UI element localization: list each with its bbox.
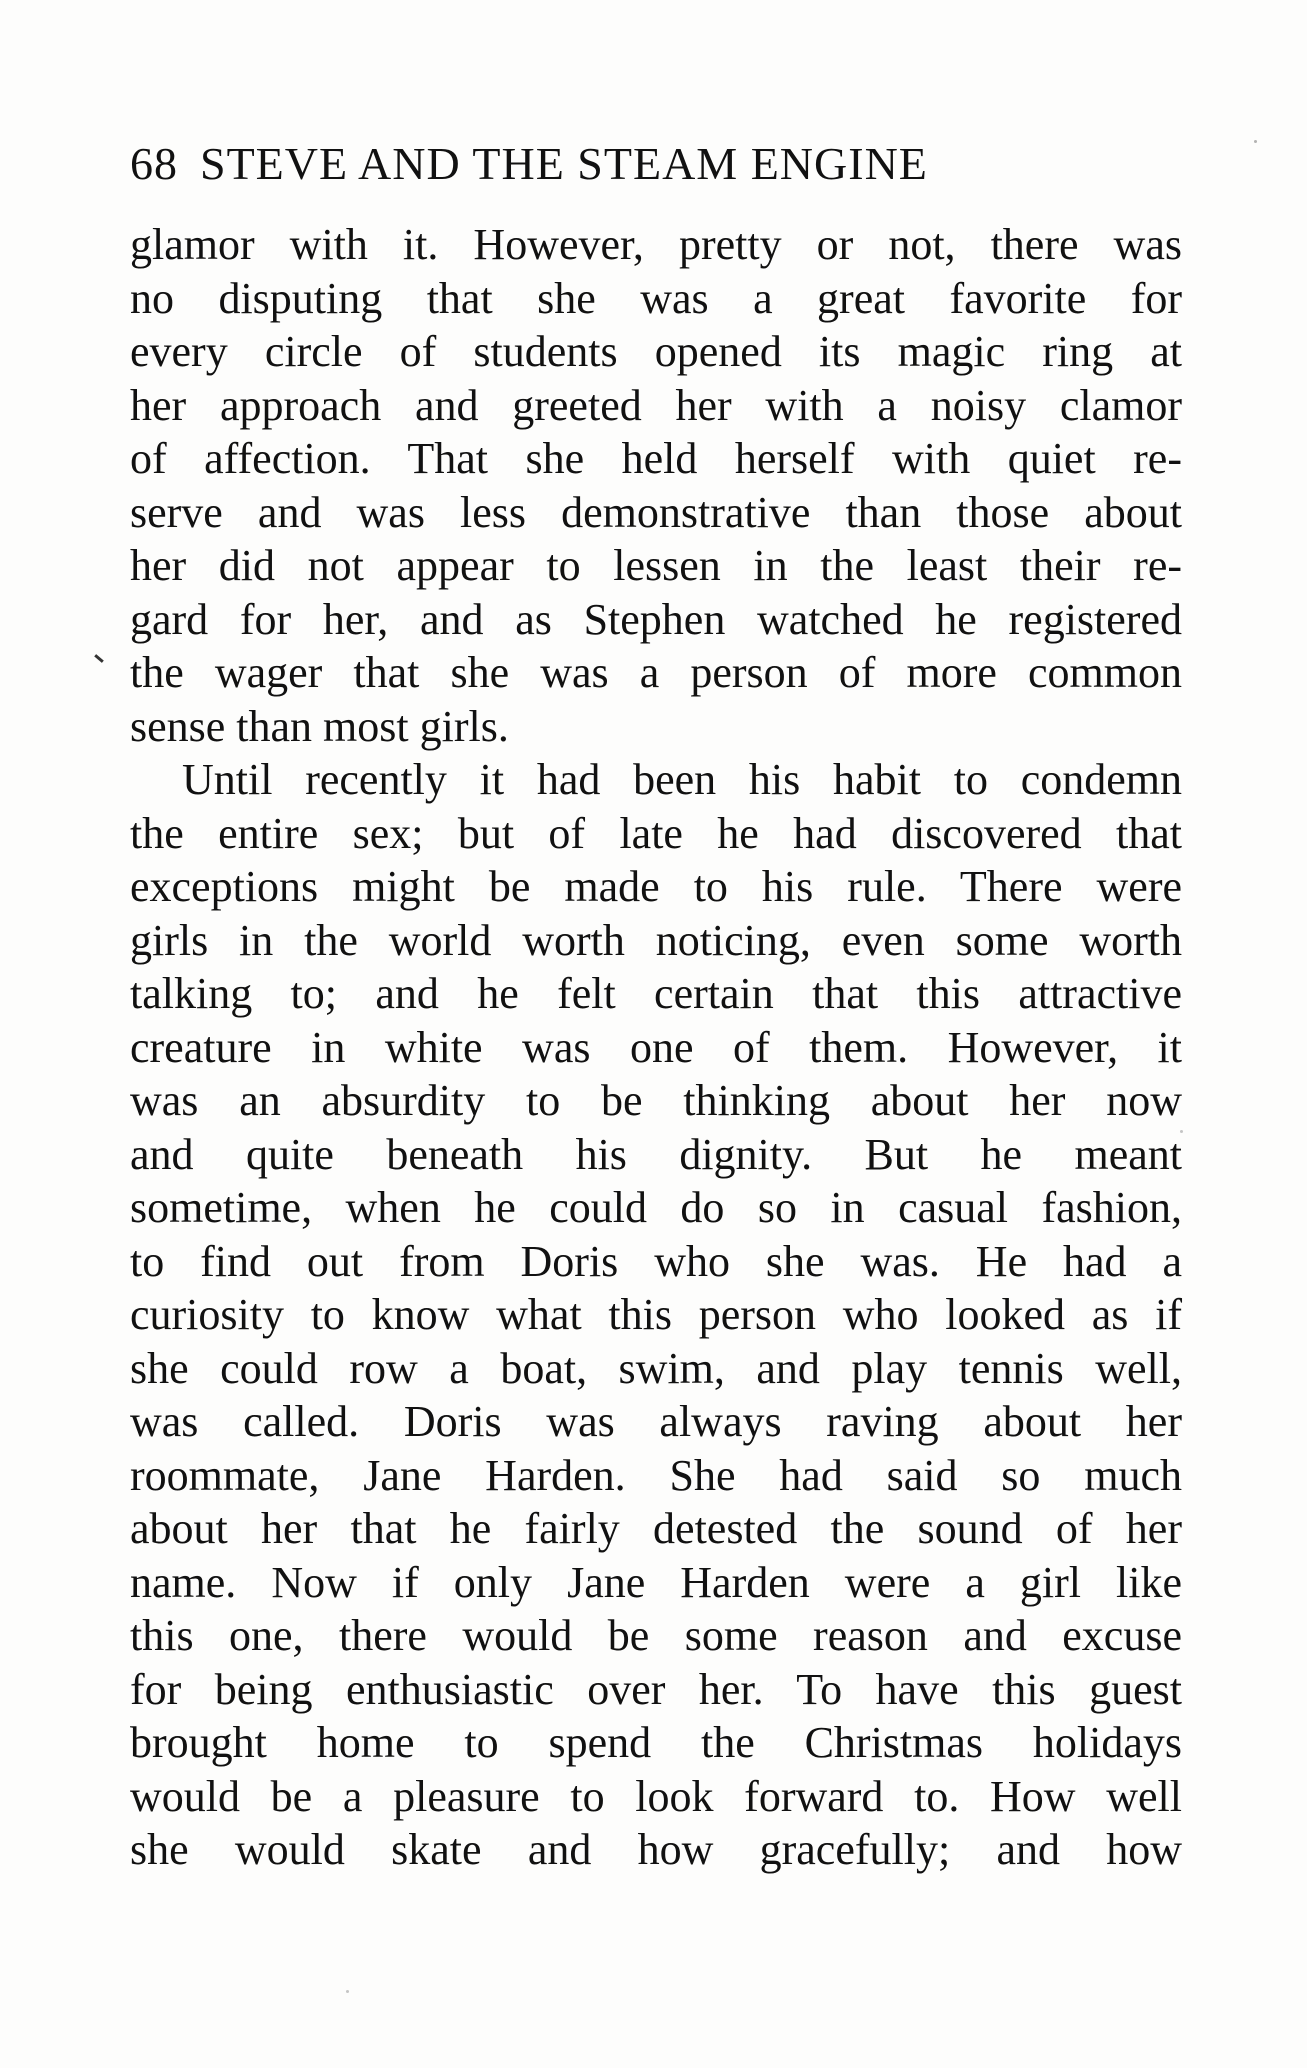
text-line: for being enthusiastic over her. To have this guest — [130, 1664, 1182, 1714]
text-line: and quite beneath his dignity. But he meant — [130, 1129, 1182, 1179]
text-line: her approach and greeted her with a noisy clamor — [130, 380, 1182, 430]
text-line: glamor with it. However, pretty or not, there was — [130, 220, 1182, 269]
text-line: serve and was less demonstrative than those about — [130, 487, 1182, 537]
text-line: the wager that she was a person of more common — [130, 648, 1182, 697]
text-line: this one, there would be some reason and excuse — [130, 1611, 1182, 1660]
text-line: no disputing that she was a great favorite for — [130, 273, 1182, 323]
running-title: STEVE AND THE STEAM ENGINE — [200, 138, 928, 189]
margin-mark — [94, 654, 104, 663]
text-line: girls in the world worth noticing, even some worth — [130, 915, 1182, 965]
text-line: of affection. That she held herself with quiet re- — [130, 434, 1182, 483]
text-line: she would skate and how gracefully; and how — [130, 1825, 1182, 1874]
text-line: her did not appear to lessen in the least their re- — [130, 541, 1182, 590]
text-line: Until recently it had been his habit to condemn — [182, 755, 1182, 804]
scan-speck — [1180, 1130, 1183, 1133]
text-line: was an absurdity to be thinking about her now — [130, 1076, 1182, 1125]
text-line: roommate, Jane Harden. She had said so much — [130, 1450, 1182, 1500]
text-line: name. Now if only Jane Harden were a girl like — [130, 1557, 1182, 1607]
text-line: brought home to spend the Christmas holidays — [130, 1718, 1182, 1767]
scan-speck — [346, 1990, 349, 1993]
text-line: every circle of students opened its magic ring at — [130, 327, 1182, 376]
scan-speck — [1254, 140, 1257, 143]
text-line: creature in white was one of them. However, it — [130, 1022, 1182, 1072]
text-line: talking to; and he felt certain that this attractive — [130, 969, 1182, 1018]
text-line: she could row a boat, swim, and play tennis well, — [130, 1343, 1182, 1393]
text-line: the entire sex; but of late he had discovered that — [130, 808, 1182, 858]
text-line: about her that he fairly detested the sound of her — [130, 1504, 1182, 1553]
text-line: sense than most girls. — [130, 701, 509, 751]
text-line: exceptions might be made to his rule. There were — [130, 862, 1182, 911]
text-line: was called. Doris was always raving about her — [130, 1397, 1182, 1446]
text-line: to find out from Doris who she was. He had a — [130, 1236, 1182, 1286]
text-line: sometime, when he could do so in casual fashion, — [130, 1183, 1182, 1232]
text-line: gard for her, and as Stephen watched he registered — [130, 594, 1182, 644]
text-line: curiosity to know what this person who looked as if — [130, 1290, 1182, 1339]
running-header — [130, 136, 1180, 192]
text-line: would be a pleasure to look forward to. How well — [130, 1771, 1182, 1821]
body-text — [130, 218, 1182, 1877]
page-number: 68 — [130, 138, 178, 189]
